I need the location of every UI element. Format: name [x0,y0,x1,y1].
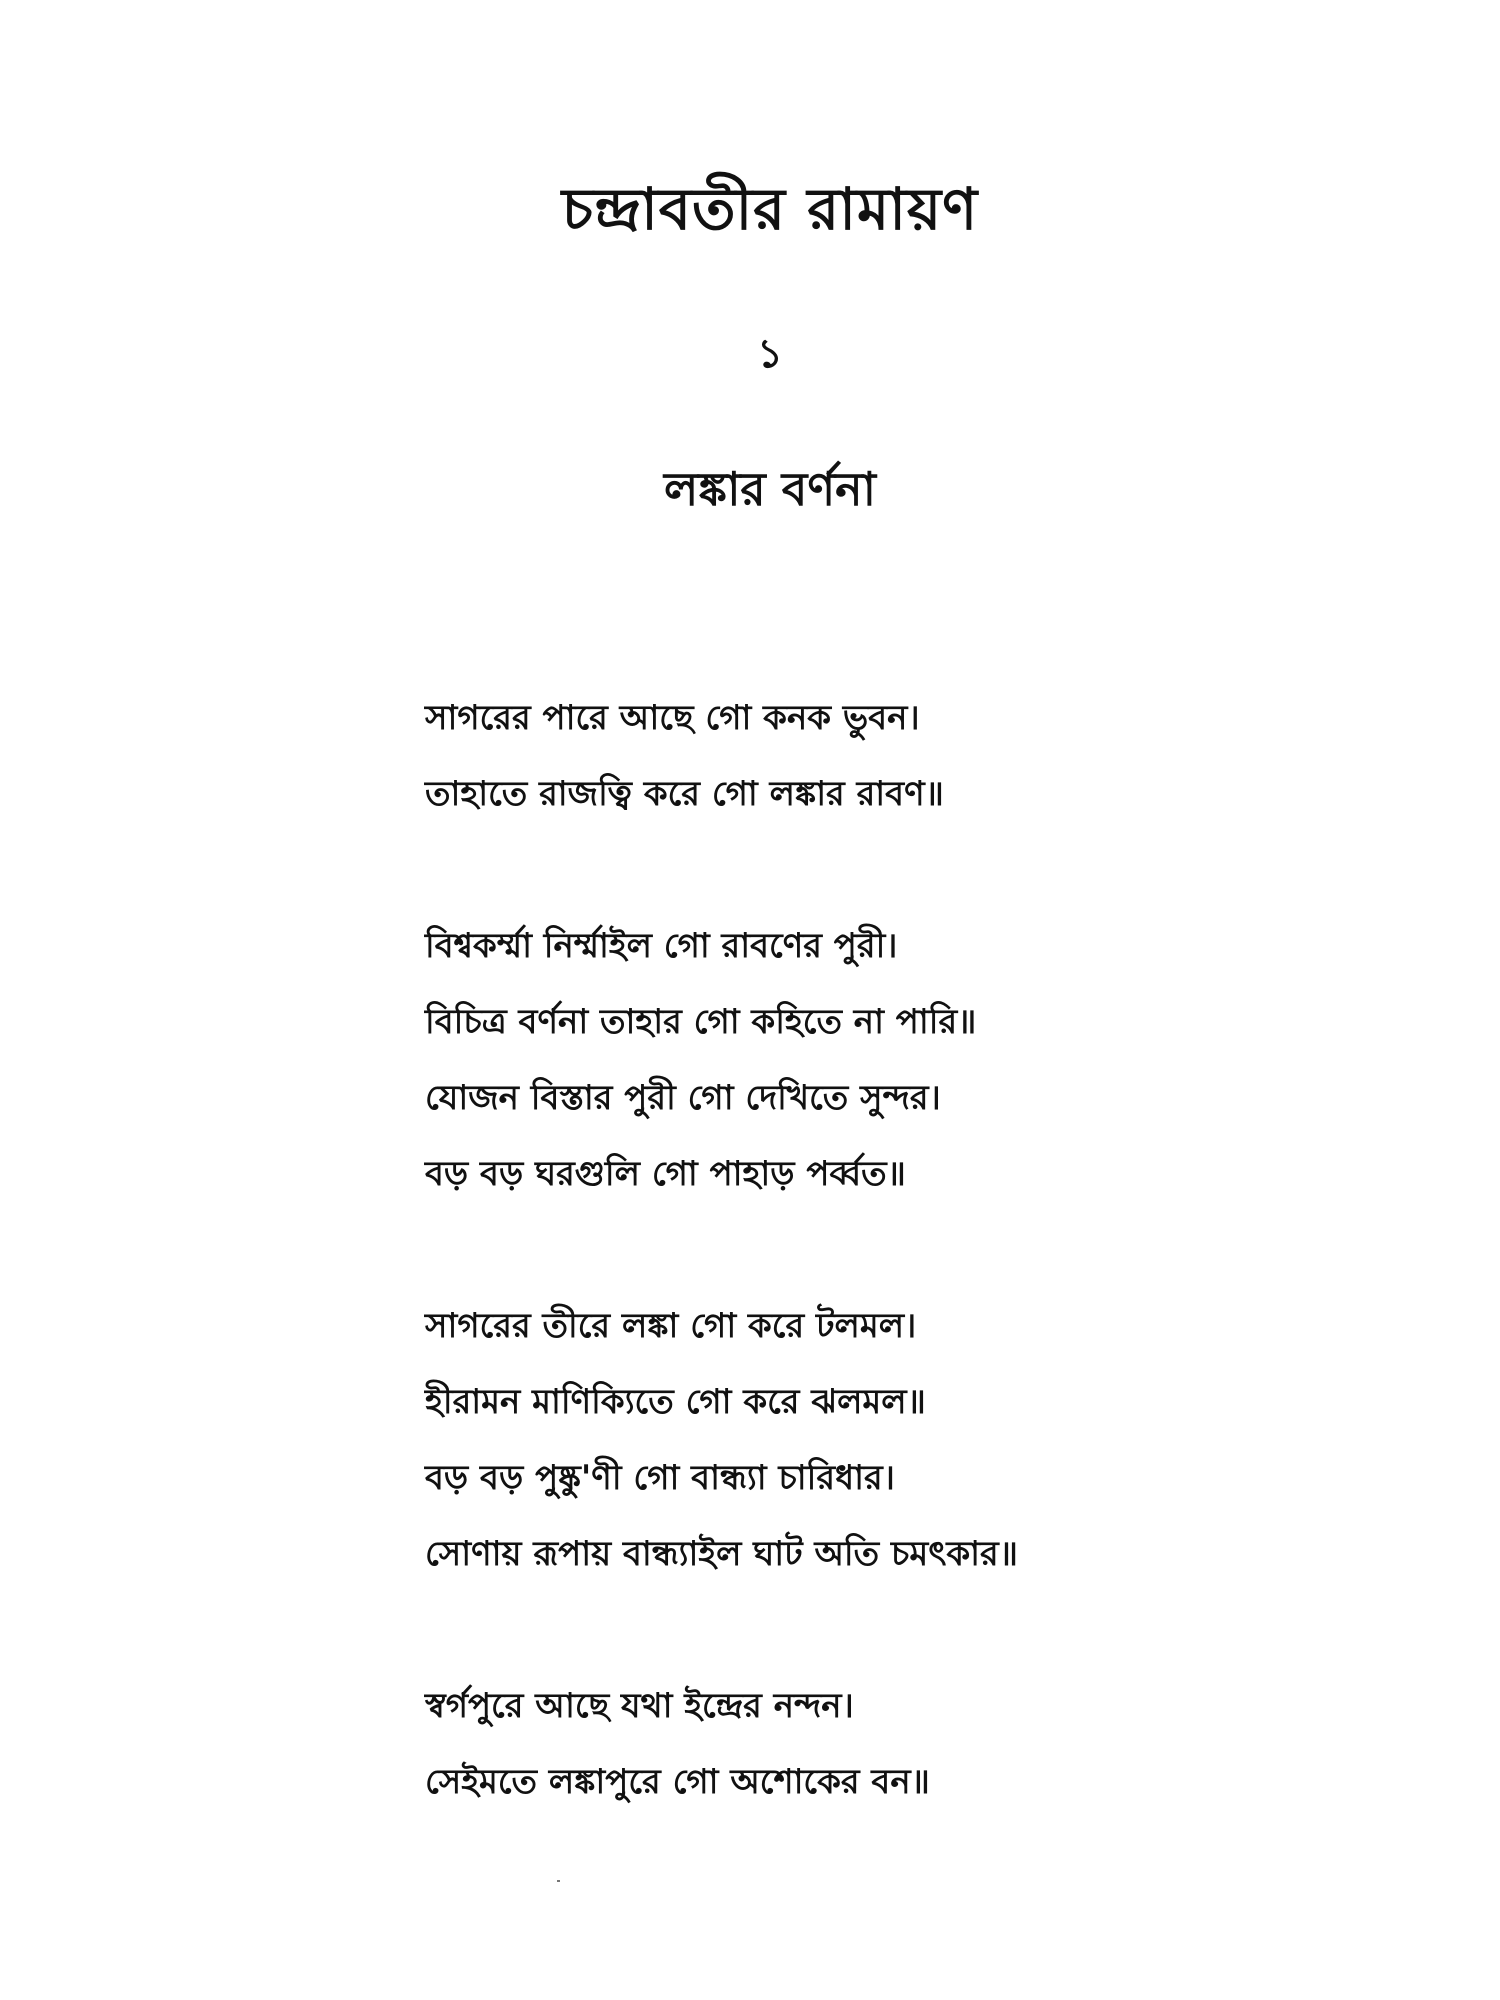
verse-line: বড় বড় ঘরগুলি গো পাহাড় পর্ব্বত॥ [425,1154,906,1194]
verse-line: সোণায় রূপায় বান্ধ্যাইল ঘাট অতি চমৎকার॥ [425,1534,1018,1574]
verse-line: যোজন বিস্তার পুরী গো দেখিতে সুন্দর। [425,1078,941,1118]
verse-line: হীরামন মাণিক্যিতে গো করে ঝলমল॥ [425,1382,926,1422]
stanza-1 [425,680,1425,832]
verse-line: সাগরের পারে আছে গো কনক ভুবন। [425,698,920,738]
chapter-title: লঙ্কার বর্ণনা [664,462,876,516]
verse-line: বিশ্বকর্ম্মা নির্ম্মাইল গো রাবণের পুরী। [425,926,898,966]
page-title: চন্দ্রাবতীর রামায়ণ [561,175,979,243]
verse-line: স্বর্গপুরে আছে যথা ইন্দ্রের নন্দন। [425,1686,854,1726]
verse-line: তাহাতে রাজত্বি করে গো লঙ্কার রাবণ॥ [425,774,944,814]
verse-line: সেইমতে লঙ্কাপুরে গো অশোকের বন॥ [425,1762,930,1802]
stanza-2 [425,908,1425,1212]
verse-line: সাগরের তীরে লঙ্কা গো করে টলমল। [425,1306,917,1346]
scan-speck [557,1880,560,1882]
stanza-3 [425,1288,1425,1592]
stanza-4 [425,1668,1425,1820]
verse-line: বড় বড় পুষ্কু'ণী গো বান্ধ্যা চারিধার। [425,1458,895,1498]
verse-body [425,680,1425,1896]
chapter-number: ১ [757,331,783,377]
verse-line: বিচিত্র বর্ণনা তাহার গো কহিতে না পারি॥ [425,1002,977,1042]
